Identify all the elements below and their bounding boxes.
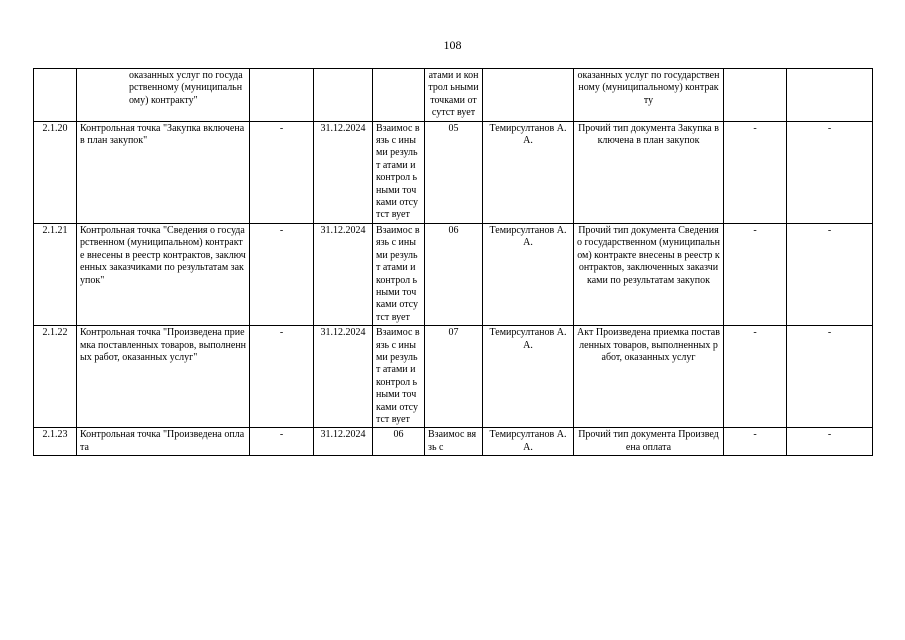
cell-dash: - xyxy=(250,428,314,456)
cell-dash: - xyxy=(787,428,873,456)
code-cell: атами и контрол ьными точками отсутст вует xyxy=(425,69,483,122)
row-number xyxy=(34,69,77,122)
date-cell: 31.12.2024 xyxy=(314,428,373,456)
document-cell: Прочий тип документа Сведения о государственном (муниципальном) контракте внесены в реестр контрактов, заключенных заказчиками по результатам закупок xyxy=(574,223,724,325)
cell-dash xyxy=(724,69,787,122)
control-point-name: оказанных услуг по государственному (муниципальному) контракту" xyxy=(77,69,250,122)
code-cell: 05 xyxy=(425,121,483,223)
document-cell: Акт Произведена приемка поставленных товаров, выполненных работ, оказанных услуг xyxy=(574,326,724,428)
cell-dash: - xyxy=(724,428,787,456)
row-number: 2.1.22 xyxy=(34,326,77,428)
table-row xyxy=(34,69,873,122)
date-cell: 31.12.2024 xyxy=(314,121,373,223)
date-cell xyxy=(314,69,373,122)
row-number: 2.1.20 xyxy=(34,121,77,223)
responsible-cell: Темирсултанов А.А. xyxy=(483,121,574,223)
document-cell: оказанных услуг по государственному (муниципальному) контракту xyxy=(574,69,724,122)
cell-dash: - xyxy=(787,326,873,428)
control-point-name: Контрольная точка "Произведена оплата xyxy=(77,428,250,456)
link-cell: 06 xyxy=(373,428,425,456)
control-point-name: Контрольная точка "Закупка включена в план закупок" xyxy=(77,121,250,223)
date-cell: 31.12.2024 xyxy=(314,326,373,428)
table-row xyxy=(34,326,873,428)
cell-dash: - xyxy=(250,121,314,223)
cell-dash: - xyxy=(787,121,873,223)
link-cell: Взаимос вязь с иными результ атами и контрол ьными точками отсутст вует xyxy=(373,223,425,325)
link-cell: Взаимос вязь с иными результ атами и контрол ьными точками отсутст вует xyxy=(373,121,425,223)
page-number: 108 xyxy=(443,38,462,52)
date-cell: 31.12.2024 xyxy=(314,223,373,325)
row-number: 2.1.21 xyxy=(34,223,77,325)
code-cell: 07 xyxy=(425,326,483,428)
row-number: 2.1.23 xyxy=(34,428,77,456)
table-row xyxy=(34,121,873,223)
link-cell: Взаимос вязь с иными результ атами и контрол ьными точками отсутст вует xyxy=(373,326,425,428)
control-points-table xyxy=(33,68,873,456)
responsible-cell: Темирсултанов А.А. xyxy=(483,428,574,456)
responsible-cell: Темирсултанов А.А. xyxy=(483,326,574,428)
cell-dash: - xyxy=(724,326,787,428)
responsible-cell: Темирсултанов А.А. xyxy=(483,223,574,325)
link-cell xyxy=(373,69,425,122)
document-cell: Прочий тип документа Произведена оплата xyxy=(574,428,724,456)
document-cell: Прочий тип документа Закупка включена в план закупок xyxy=(574,121,724,223)
code-cell: Взаимос вязь с xyxy=(425,428,483,456)
cell-dash: - xyxy=(250,326,314,428)
control-point-name: Контрольная точка "Произведена приемка поставленных товаров, выполненных работ, оказанных услуг" xyxy=(77,326,250,428)
cell-dash: - xyxy=(724,223,787,325)
table-row xyxy=(34,428,873,456)
cell-dash xyxy=(250,69,314,122)
table-row xyxy=(34,223,873,325)
cell-dash: - xyxy=(724,121,787,223)
cell-dash: - xyxy=(787,223,873,325)
cell-dash xyxy=(787,69,873,122)
code-cell: 06 xyxy=(425,223,483,325)
control-point-name: Контрольная точка "Сведения о государственном (муниципальном) контракте внесены в реестр контрактов, заключенных заказчиками по результатам закупок" xyxy=(77,223,250,325)
cell-dash: - xyxy=(250,223,314,325)
responsible-cell xyxy=(483,69,574,122)
